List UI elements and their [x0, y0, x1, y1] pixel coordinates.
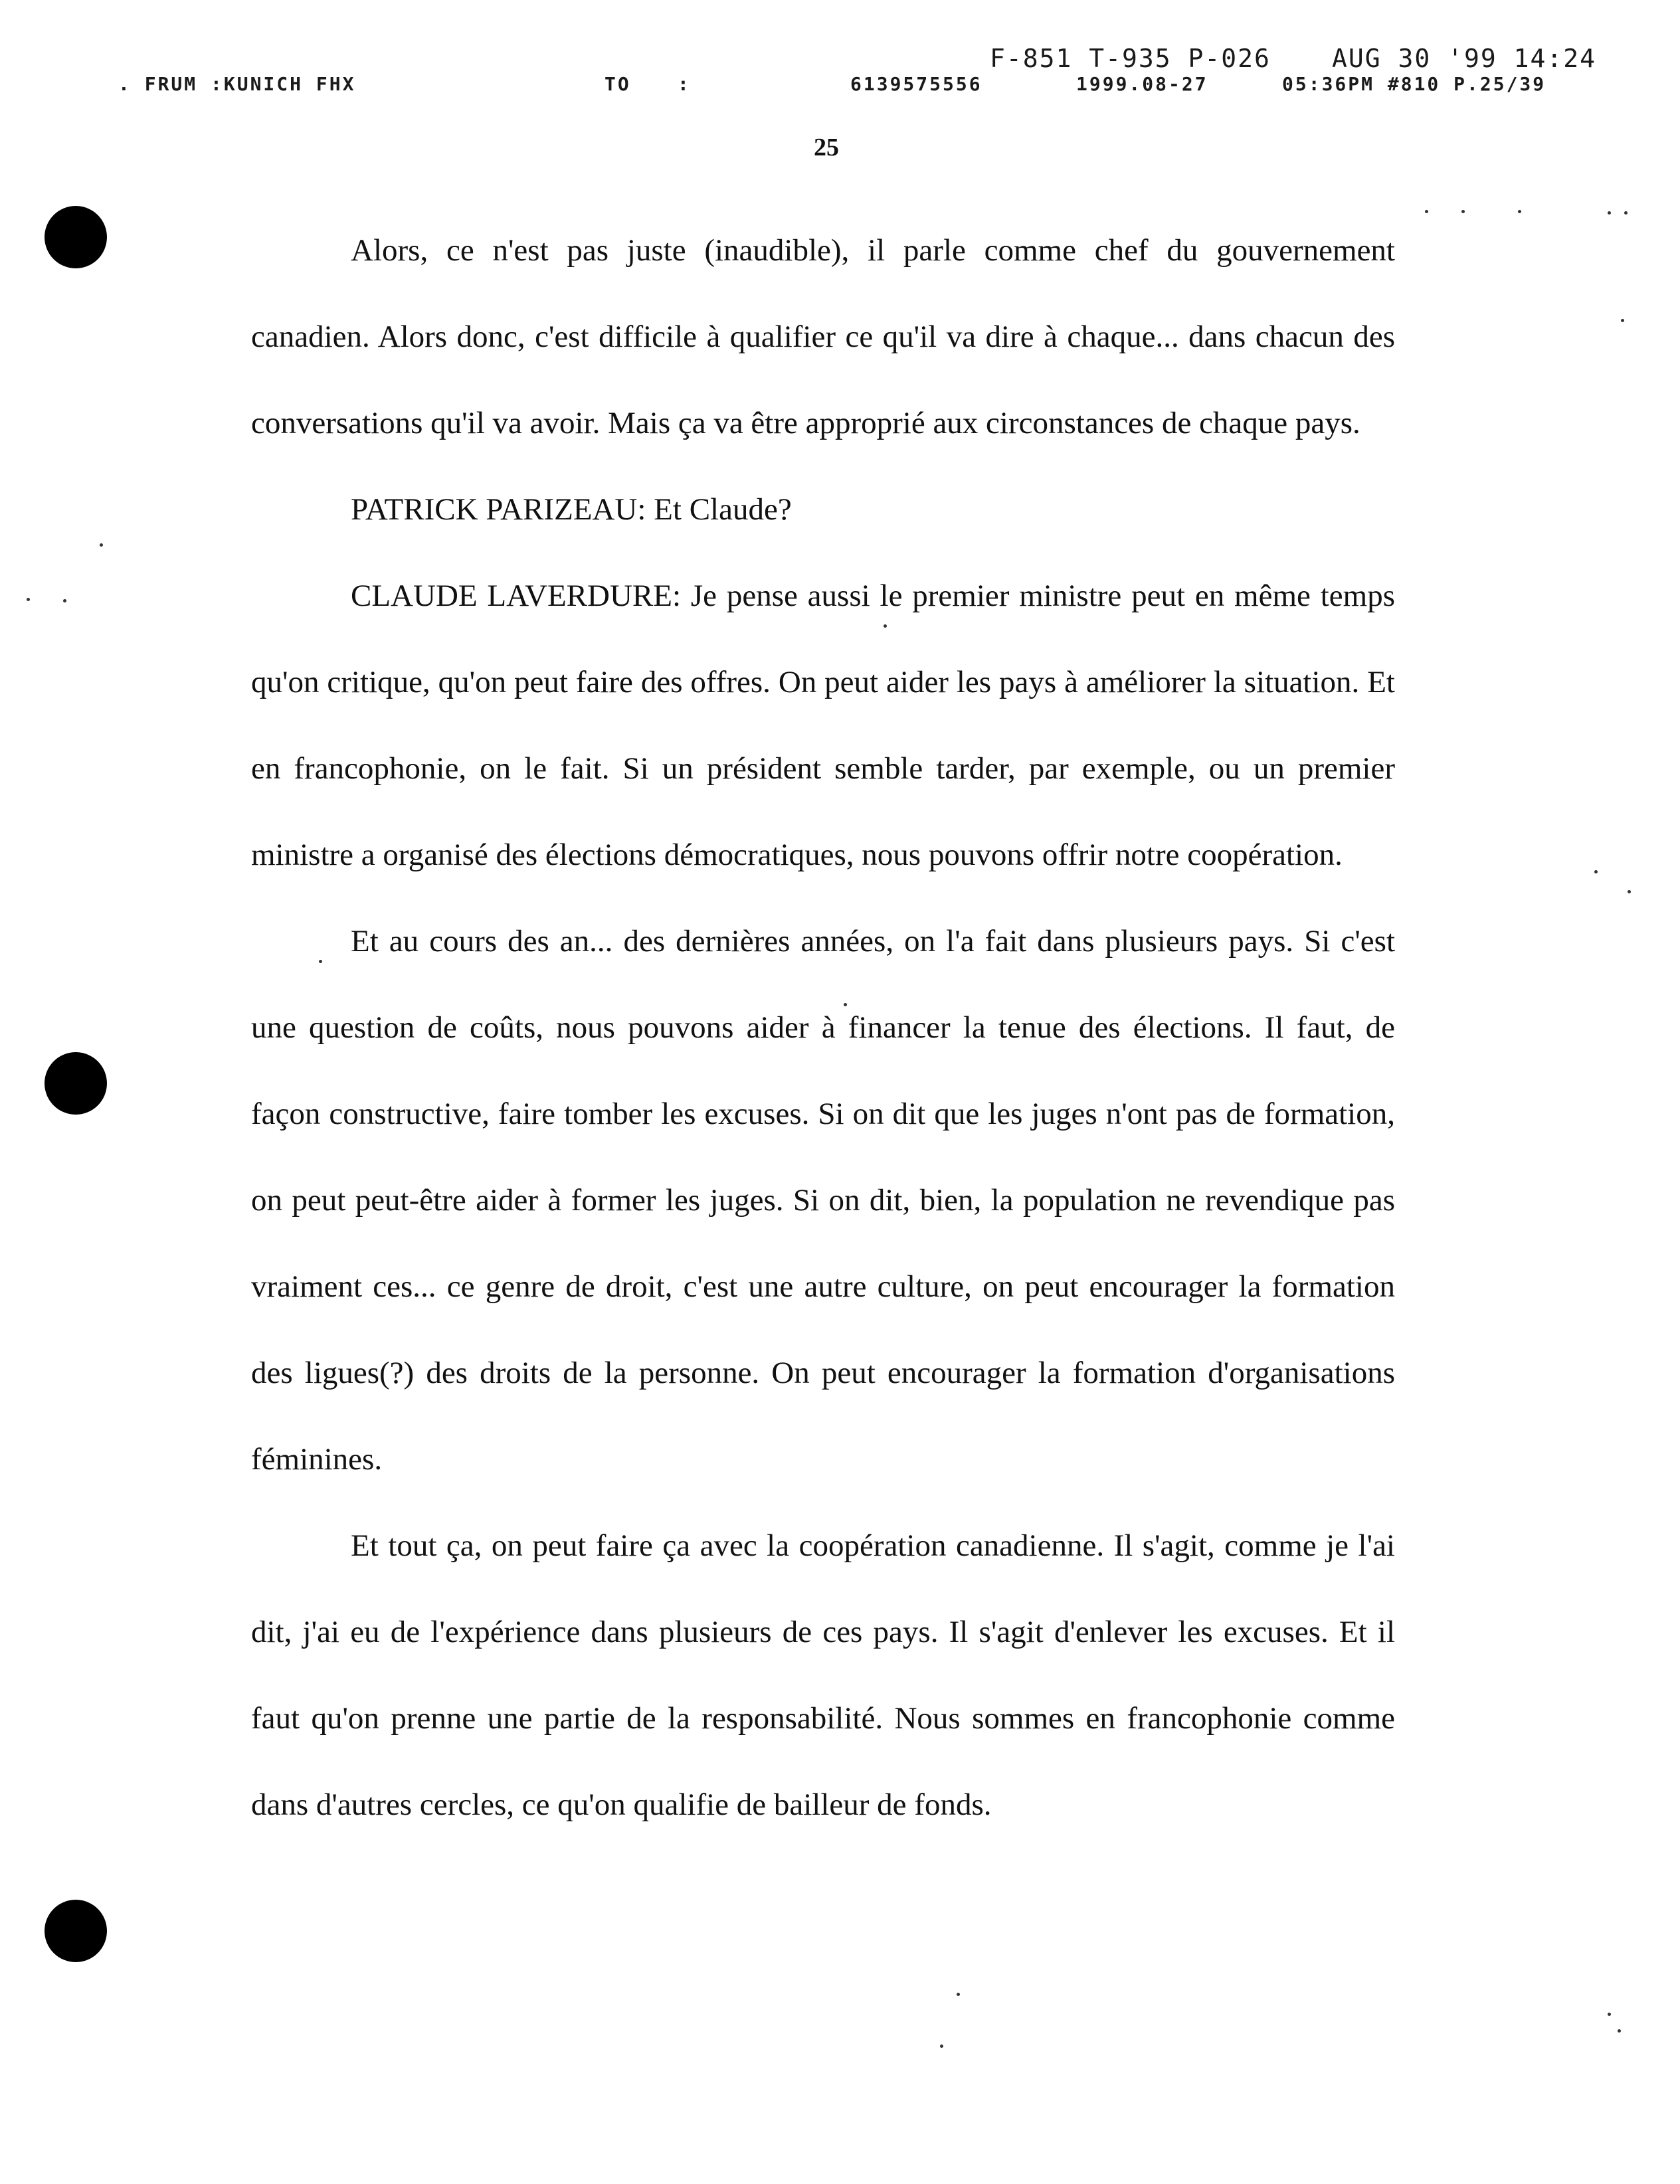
scan-speck	[1518, 210, 1521, 213]
scan-speck	[1621, 319, 1624, 322]
scan-speck	[1608, 2013, 1611, 2016]
speaker-line-patrick: PATRICK PARIZEAU: Et Claude?	[351, 492, 792, 527]
fax-time-page: 05:36PM #810 P.25/39	[1282, 73, 1546, 95]
fax-number: 6139575556	[850, 73, 982, 95]
fax-to-label: TO	[605, 73, 631, 95]
fax-header-line-2	[0, 73, 1680, 100]
fax-transmission-timestamp: AUG 30 '99 14:24	[1332, 44, 1597, 73]
scan-speck	[63, 599, 66, 602]
scan-speck	[1618, 2029, 1621, 2033]
punch-hole	[45, 1900, 107, 1962]
scan-speck	[1425, 210, 1428, 213]
fax-from: . FRUM :KUNICH FHX	[118, 73, 356, 95]
scan-speck	[1608, 211, 1611, 215]
scan-speck	[1461, 210, 1465, 213]
scan-speck	[1624, 211, 1628, 215]
fax-separator: :	[678, 73, 691, 95]
paragraph: Et au cours des an... des dernières années, on l'a fait dans plusieurs pays. Si c'est une question de coûts, nous pouvons aider à financer la tenue des élections. Il faut, de façon constructive, faire tomber les excuses. Si on dit que les juges n'ont pas de formation, on peut peut-être aider à former les juges. Si on dit, bien, la population ne revendique pas vraiment ces... ce genre de droit, c'est une autre culture, on peut encourager la formation des ligues(?) des droits de la personne. On peut encourager la formation d'organisations féminines.	[251, 924, 1395, 1477]
fax-transmission-ref: F-851 T-935 P-026	[990, 44, 1271, 73]
paragraph: Alors, ce n'est pas juste (inaudible), il parle comme chef du gouvernement canadien. Alors donc, c'est difficile à qualifier ce qu'il va dire à chaque... dans chacun des conversations qu'il va avoir. Mais ça va être approprié aux circonstances de chaque pays.	[251, 233, 1395, 440]
page-number: 25	[814, 134, 839, 161]
scan-speck	[100, 543, 103, 547]
speaker-paragraph-claude: CLAUDE LAVERDURE: Je pense aussi le premier ministre peut en même temps qu'on critique, qu'on peut faire des offres. On peut aider les pays à améliorer la situation. Et en francophonie, on le fait. Si un président semble tarder, par exemple, ou un premier ministre a organisé des élections démocratiques, nous pouvons offrir notre coopération.	[251, 579, 1395, 872]
scan-speck	[957, 1993, 960, 1996]
scan-speck	[884, 624, 887, 628]
punch-hole	[45, 206, 107, 268]
punch-hole	[45, 1052, 107, 1115]
scan-speck	[940, 2045, 943, 2048]
fax-date: 1999.08-27	[1076, 73, 1208, 95]
paragraph: Et tout ça, on peut faire ça avec la coopération canadienne. Il s'agit, comme je l'ai dit, j'ai eu de l'expérience dans plusieurs de ces pays. Il s'agit d'enlever les excuses. Et il faut qu'on prenne une partie de la responsabilité. Nous sommes en francophonie comme dans d'autres cercles, ce qu'on qualifie de bailleur de fonds.	[251, 1528, 1395, 1822]
scan-speck	[27, 598, 30, 601]
scan-speck	[1594, 870, 1598, 873]
scan-speck	[1628, 890, 1631, 893]
transcript-body	[251, 207, 1395, 1848]
fax-header-line-1	[990, 44, 1614, 77]
scan-speck	[844, 1003, 847, 1006]
scan-speck	[319, 960, 322, 963]
